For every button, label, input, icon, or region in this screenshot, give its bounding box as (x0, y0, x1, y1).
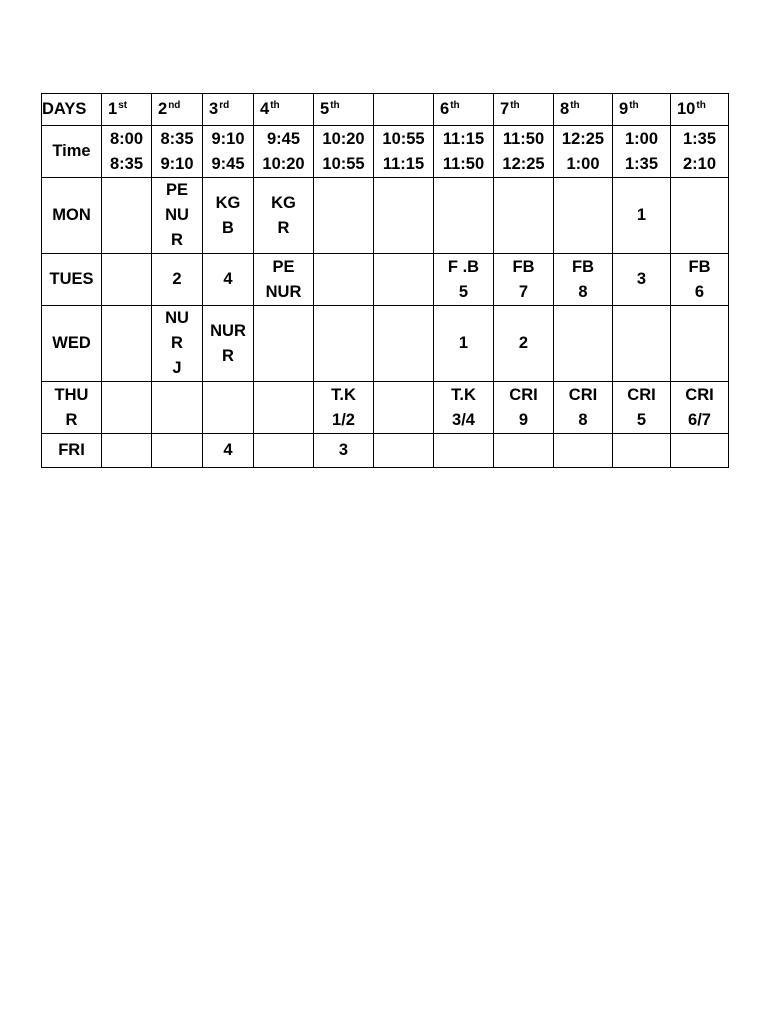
schedule-cell (434, 382, 494, 434)
schedule-cell (613, 306, 671, 382)
schedule-cell (254, 254, 314, 306)
time-slot: 1:00 1:35 (613, 126, 671, 178)
schedule-cell (152, 434, 203, 468)
time-slot: 9:45 10:20 (254, 126, 314, 178)
time-row (42, 126, 729, 178)
schedule-entry: B (222, 218, 234, 237)
schedule-entry: CRI (685, 385, 714, 404)
period-header: 3rd (203, 94, 254, 126)
schedule-entry: 3/4 (452, 410, 475, 429)
schedule-cell (374, 254, 434, 306)
period-header: 9th (613, 94, 671, 126)
schedule-entry: KG (271, 193, 296, 212)
schedule-cell (102, 178, 152, 254)
day-row-thur (42, 382, 729, 434)
schedule-cell (374, 434, 434, 468)
schedule-cell (152, 306, 203, 382)
schedule-cell (671, 254, 729, 306)
schedule-entry: FB (572, 257, 594, 276)
schedule-entry: R (277, 218, 290, 237)
period-header: 8th (554, 94, 613, 126)
schedule-cell (434, 434, 494, 468)
schedule-cell (374, 306, 434, 382)
day-row-mon (42, 178, 729, 254)
schedule-entry: FB (688, 257, 711, 276)
schedule-cell (314, 382, 374, 434)
period-header: 1st (102, 94, 152, 126)
schedule-entry: 4 (223, 270, 233, 288)
schedule-cell (494, 382, 554, 434)
time-slot: 11:50 12:25 (494, 126, 554, 178)
schedule-cell (554, 434, 613, 468)
schedule-cell (203, 254, 254, 306)
schedule-entry: 5 (636, 410, 647, 429)
schedule-cell (494, 434, 554, 468)
day-row-wed (42, 306, 729, 382)
schedule-cell (152, 178, 203, 254)
schedule-cell (102, 382, 152, 434)
schedule-cell (102, 254, 152, 306)
schedule-cell (554, 382, 613, 434)
schedule-cell (254, 434, 314, 468)
schedule-entry: R (222, 346, 234, 365)
schedule-entry: 6 (694, 282, 705, 301)
schedule-entry: CRI (627, 385, 656, 404)
time-slot: 12:25 1:00 (554, 126, 613, 178)
schedule-entry: FB (512, 257, 535, 276)
schedule-entry: 1 (458, 334, 469, 352)
schedule-entry: NU (165, 206, 189, 224)
schedule-entry: T.K (451, 385, 476, 404)
period-header: 7th (494, 94, 554, 126)
schedule-entry: 4 (223, 441, 233, 459)
schedule-entry: J (172, 359, 182, 377)
schedule-cell (102, 306, 152, 382)
days-header: DAYS (42, 94, 102, 126)
schedule-entry: 8 (578, 410, 588, 429)
schedule-entry: PE (165, 181, 188, 199)
day-label (42, 306, 102, 382)
schedule-entry: KG (215, 193, 241, 212)
day-label-line: FRI (58, 441, 85, 459)
day-label (42, 382, 102, 434)
schedule-entry: F .B (447, 257, 480, 276)
schedule-cell (554, 306, 613, 382)
break-header (374, 94, 434, 126)
schedule-cell (152, 382, 203, 434)
schedule-cell (314, 434, 374, 468)
period-header: 2nd (152, 94, 203, 126)
schedule-cell (554, 254, 613, 306)
schedule-cell (314, 178, 374, 254)
schedule-entry: 9 (518, 410, 529, 429)
schedule-cell (203, 178, 254, 254)
schedule-cell (434, 178, 494, 254)
schedule-cell (613, 434, 671, 468)
schedule-entry: 1 (636, 206, 647, 224)
schedule-entry: CRI (568, 385, 598, 404)
timetable (41, 93, 729, 468)
schedule-entry: 1/2 (332, 410, 355, 429)
time-slot: 8:35 9:10 (152, 126, 203, 178)
schedule-entry: 2 (518, 334, 529, 352)
schedule-entry: T.K (331, 385, 356, 404)
time-label: Time (42, 126, 102, 178)
day-label-line: MON (52, 206, 91, 224)
time-slot: 1:35 2:10 (671, 126, 729, 178)
schedule-entry: 5 (458, 282, 469, 301)
schedule-cell (613, 382, 671, 434)
schedule-entry: PE (272, 257, 295, 276)
schedule-cell (314, 306, 374, 382)
schedule-entry: NUR (210, 321, 246, 340)
day-label-line: TUES (49, 270, 94, 288)
period-header: 10th (671, 94, 729, 126)
period-header: 5th (314, 94, 374, 126)
schedule-cell (671, 178, 729, 254)
day-label-line: WED (52, 334, 91, 352)
schedule-cell (374, 382, 434, 434)
day-row-fri (42, 434, 729, 468)
day-label (42, 254, 102, 306)
schedule-cell (671, 382, 729, 434)
schedule-cell (494, 254, 554, 306)
schedule-entry: 7 (518, 282, 529, 301)
day-label (42, 178, 102, 254)
schedule-cell (152, 254, 203, 306)
schedule-cell (494, 306, 554, 382)
schedule-cell (434, 254, 494, 306)
schedule-cell (434, 306, 494, 382)
schedule-cell (203, 306, 254, 382)
schedule-cell (374, 178, 434, 254)
schedule-cell (203, 434, 254, 468)
schedule-cell (613, 254, 671, 306)
period-header: 6th (434, 94, 494, 126)
day-label-line: THU (54, 385, 89, 404)
schedule-entry: CRI (509, 385, 538, 404)
schedule-cell (671, 306, 729, 382)
time-slot: 9:10 9:45 (203, 126, 254, 178)
schedule-cell (254, 306, 314, 382)
schedule-entry: NU (165, 309, 189, 327)
schedule-entry: 3 (636, 270, 647, 288)
schedule-entry: NUR (265, 282, 302, 301)
time-slot: 10:55 11:15 (374, 126, 434, 178)
day-row-tues (42, 254, 729, 306)
schedule-cell (102, 434, 152, 468)
period-header: 4th (254, 94, 314, 126)
schedule-entry: 3 (338, 441, 349, 459)
schedule-entry: 8 (578, 282, 588, 301)
schedule-cell (254, 178, 314, 254)
schedule-cell (203, 382, 254, 434)
schedule-cell (671, 434, 729, 468)
schedule-entry: R (171, 334, 183, 352)
schedule-cell (554, 178, 613, 254)
schedule-cell (254, 382, 314, 434)
schedule-entry: 6/7 (688, 410, 711, 429)
schedule-cell (314, 254, 374, 306)
time-slot: 11:15 11:50 (434, 126, 494, 178)
schedule-entry: R (171, 231, 183, 249)
time-slot: 8:00 8:35 (102, 126, 152, 178)
header-row (42, 94, 729, 126)
day-label-line: R (65, 410, 78, 429)
time-slot: 10:20 10:55 (314, 126, 374, 178)
schedule-cell (613, 178, 671, 254)
day-label (42, 434, 102, 468)
schedule-cell (494, 178, 554, 254)
schedule-entry: 2 (172, 270, 182, 288)
